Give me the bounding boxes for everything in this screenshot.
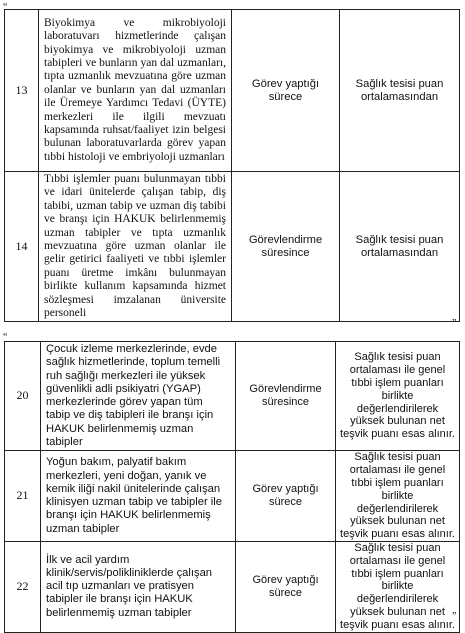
closing-quote-top: ” (452, 318, 457, 329)
table-row (5, 342, 460, 451)
row-description: Yoğun bakım, palyatif bakım merkezleri, yeni doğan, yanık ve kemik iliği nakil ünitelerinde çalışan klinisyen uzman tabip ve tabipler ile branşı için HAKUK belirlenmemiş uzman tabipler (41, 451, 236, 542)
row-rule: Sağlık tesisi puan ortalaması ile genel tıbbi işlem puanları birlikte değerlendirilerek yüksek bulunan net teşvik puanı esas alınır. (336, 451, 460, 542)
row-rule: Sağlık tesisi puan ortalamasından (340, 10, 460, 172)
table-top (4, 9, 460, 322)
opening-quote-bottom: “ (3, 332, 8, 343)
row-number: 20 (5, 342, 41, 451)
row-number: 13 (5, 10, 39, 172)
table-row (5, 541, 460, 632)
row-description: İlk ve acil yardım klinik/servis/polikliniklerde çalışan acil tıp uzmanları ve pratisyen tabipler ile branşı için HAKUK belirlenmemiş uzman tabipler (41, 541, 236, 632)
row-number: 21 (5, 451, 41, 542)
opening-quote-top: “ (3, 2, 8, 13)
row-description: Çocuk izleme merkezlerinde, evde sağlık hizmetlerinde, toplum temelli ruh sağlığı merkezleri ile yüksek güvenlikli adli psikiyatri (YGAP) merkezlerinde görev yapan tüm tabip ve diş tabipleri ile branşı için HAKUK belirlenmemiş uzman tabipler (41, 342, 236, 451)
table-row (5, 10, 460, 172)
row-period: Görev yaptığı sürece (236, 541, 336, 632)
row-number: 22 (5, 541, 41, 632)
row-period: Görev yaptığı sürece (236, 451, 336, 542)
row-number: 14 (5, 172, 39, 322)
row-rule: Sağlık tesisi puan ortalaması ile genel tıbbi işlem puanları birlikte değerlendirilerek yüksek bulunan net teşvik puanı esas alınır. (336, 541, 460, 632)
row-rule: Sağlık tesisi puan ortalaması ile genel tıbbi işlem puanları birlikte değerlendirilerek yüksek bulunan net teşvik puanı esas alınır. (336, 342, 460, 451)
closing-quote-bottom: ” (452, 611, 457, 622)
table-row (5, 172, 460, 322)
row-period: Görevlendirme süresince (232, 172, 340, 322)
row-description: Biyokimya ve mikrobiyoloji laboratuvarı hizmetlerinde çalışan biyokimya ve mikrobiyoloji uzman tabipleri ve bunların yan dal uzmanları, tıpta uzmanlık mevzuatına göre uzman olanlar ve bunların yan dal uzmanları ile Üremeye Yardımcı Tedavi (ÜYTE) merkezleri ile ilgili mevzuatı kapsamında ruhsat/faaliyet izin belgesi bulunan laboratuvarlarda görev yapan tıbbi histoloji ve embriyoloji uzmanları (39, 10, 232, 172)
row-rule: Sağlık tesisi puan ortalamasından (340, 172, 460, 322)
table-bottom (4, 341, 460, 633)
table-row (5, 451, 460, 542)
row-period: Görev yaptığı sürece (232, 10, 340, 172)
row-description: Tıbbi işlemler puanı bulunmayan tıbbi ve idari ünitelerde çalışan tabip, diş tabibi, uzman tabip ve uzman diş tabibi ve branşı için HAKUK belirlenmemiş uzman tabipler ve tıpta uzmanlık mevzuatına göre uzman olanlar ile gelir getirici faaliyeti ve tıbbi işlemler puanı üretme imkânı bulunmayan birlikte kullanım kapsamında hizmet sözleşmesi imzalanan üniversite personeli (39, 172, 232, 322)
row-period: Görevlendirme süresince (236, 342, 336, 451)
